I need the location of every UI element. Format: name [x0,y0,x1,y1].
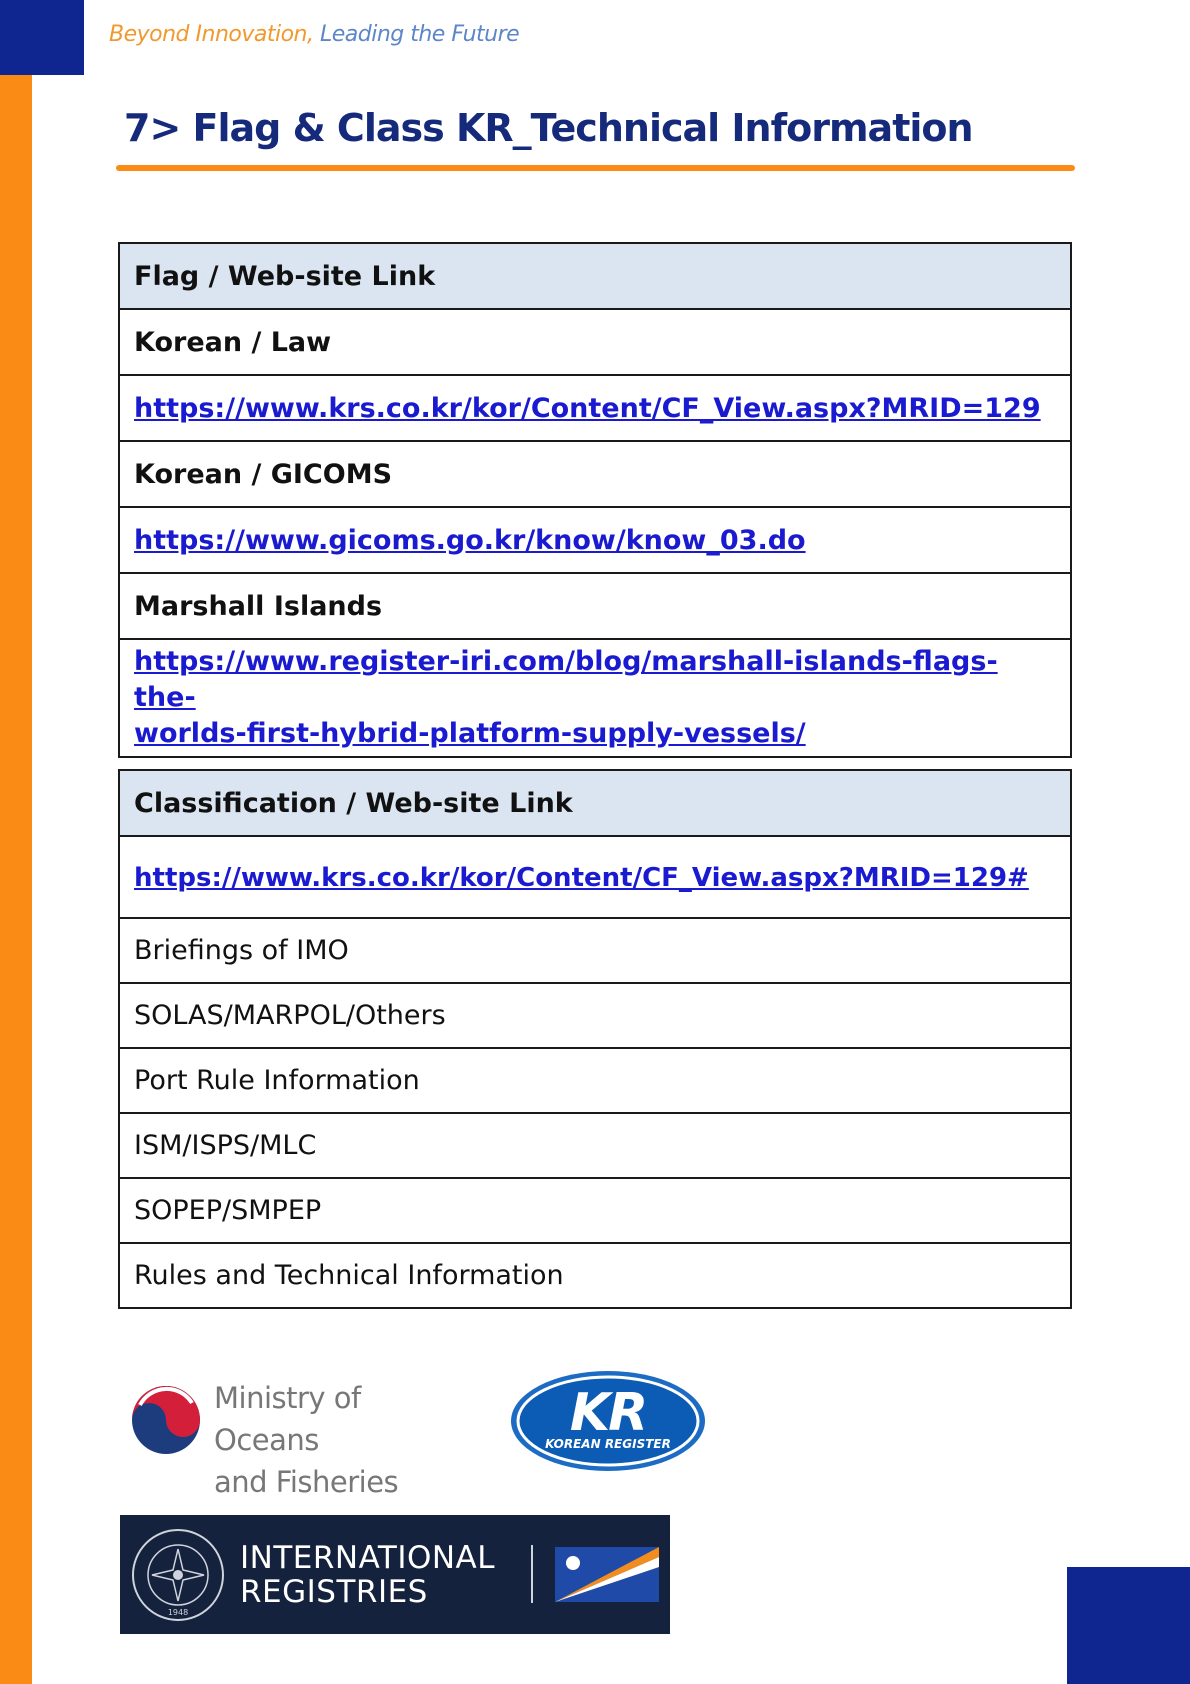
kr-subtitle: KOREAN REGISTER [545,1437,671,1451]
class-item: SOPEP/SMPEP [119,1178,1071,1243]
flag-row-link-cell [119,507,1071,573]
classification-table [118,769,1072,1309]
marshall-link-line2: worlds-first-hybrid-platform-supply-vessels/ [134,718,806,749]
iri-logo [120,1515,670,1634]
tagline-part2: Leading the Future [313,22,520,47]
class-table-header: Classification / Web-site Link [119,770,1071,836]
flag-row-label: Marshall Islands [119,573,1071,639]
flag-row-label: Korean / GICOMS [119,441,1071,507]
iri-line1: INTERNATIONAL [240,1540,496,1576]
iri-divider [531,1545,533,1603]
kr-letters: KR [569,1383,647,1443]
flag-row-label: Korean / Law [119,309,1071,375]
corner-block-top-left [0,0,84,75]
page-title: 7> Flag & Class KR_Technical Information [124,106,973,150]
marshall-link-line1: https://www.register-iri.com/blog/marshall-islands-flags-the- [134,646,998,713]
flag-row-link-cell [119,375,1071,441]
krs-classification-link[interactable]: https://www.krs.co.kr/kor/Content/CF_View.aspx?MRID=129# [134,862,1029,893]
flag-table-header: Flag / Web-site Link [119,243,1071,309]
tagline-part1: Beyond Innovation, [109,22,314,47]
krs-law-link[interactable]: https://www.krs.co.kr/kor/Content/CF_View.aspx?MRID=129 [134,392,1041,424]
class-item: Port Rule Information [119,1048,1071,1113]
class-item: Rules and Technical Information [119,1243,1071,1308]
class-item: SOLAS/MARPOL/Others [119,983,1071,1048]
marshall-islands-link[interactable] [134,646,998,749]
class-link-cell [119,836,1071,918]
gicoms-link[interactable]: https://www.gicoms.go.kr/know/know_03.do [134,524,806,556]
mof-line2: and Fisheries [214,1465,399,1499]
mof-wordmark [214,1377,460,1503]
marshall-islands-flag-icon [555,1547,659,1602]
iri-seal-year: 1948 [167,1608,189,1617]
flag-table [118,242,1072,758]
iri-wordmark [240,1541,495,1609]
corner-block-bottom-right [1067,1567,1190,1684]
class-item: ISM/ISPS/MLC [119,1113,1071,1178]
iri-line2: REGISTRIES [240,1574,428,1610]
class-item: Briefings of IMO [119,918,1071,983]
mof-logo [130,1375,460,1499]
flag-row-link-cell [119,639,1071,757]
title-underline [116,165,1075,171]
kr-logo [509,1369,707,1473]
side-accent-bar [0,75,32,1684]
iri-seal-icon [130,1527,226,1623]
mof-line1: Ministry of Oceans [214,1381,361,1457]
tagline [109,22,519,47]
mof-emblem-icon [130,1375,202,1465]
